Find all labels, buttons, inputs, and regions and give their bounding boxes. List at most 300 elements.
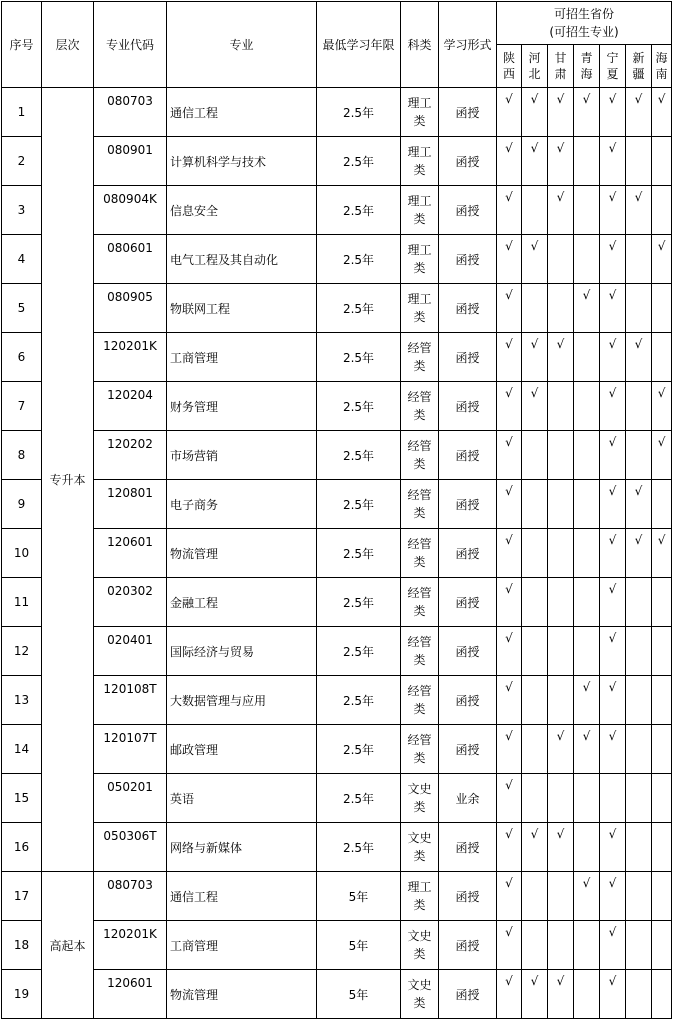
province-check-cell bbox=[522, 186, 548, 235]
category-line-2: 类 bbox=[413, 212, 426, 226]
province-check-cell bbox=[548, 382, 574, 431]
category-line-2: 类 bbox=[413, 653, 426, 667]
check-mark-icon: √ bbox=[505, 582, 513, 596]
province-check-cell bbox=[600, 431, 626, 480]
province-check-cell bbox=[626, 529, 652, 578]
major-cell: 通信工程 bbox=[167, 872, 317, 921]
header-major: 专业 bbox=[167, 2, 317, 88]
category-line-1: 理工 bbox=[407, 194, 432, 208]
province-check-cell bbox=[626, 676, 652, 725]
category-line-1: 文史 bbox=[407, 929, 432, 943]
seq-cell: 2 bbox=[2, 137, 42, 186]
major-cell: 物流管理 bbox=[167, 529, 317, 578]
province-check-cell bbox=[626, 823, 652, 872]
province-char-1: 陕 bbox=[502, 51, 515, 65]
check-mark-icon: √ bbox=[505, 288, 513, 302]
province-check-cell bbox=[548, 823, 574, 872]
category-line-2: 类 bbox=[413, 408, 426, 422]
province-check-cell bbox=[600, 480, 626, 529]
table-row bbox=[2, 823, 672, 872]
code-cell: 050306T bbox=[94, 823, 167, 872]
table-header bbox=[2, 2, 672, 88]
study-form-cell: 函授 bbox=[439, 725, 497, 774]
check-mark-icon: √ bbox=[505, 190, 513, 204]
years-cell: 5年 bbox=[317, 970, 401, 1019]
seq-cell: 19 bbox=[2, 970, 42, 1019]
years-cell: 2.5年 bbox=[317, 88, 401, 137]
major-cell: 工商管理 bbox=[167, 921, 317, 970]
province-check-cell bbox=[548, 774, 574, 823]
province-check-cell bbox=[626, 921, 652, 970]
province-check-cell bbox=[600, 774, 626, 823]
province-check-cell bbox=[522, 382, 548, 431]
code-cell: 120108T bbox=[94, 676, 167, 725]
province-header-6 bbox=[652, 45, 672, 88]
years-cell: 2.5年 bbox=[317, 284, 401, 333]
province-check-cell bbox=[548, 186, 574, 235]
province-check-cell bbox=[497, 333, 522, 382]
province-check-cell bbox=[522, 676, 548, 725]
province-char-1: 新 bbox=[632, 51, 645, 65]
study-form-cell: 函授 bbox=[439, 578, 497, 627]
province-check-cell bbox=[600, 872, 626, 921]
province-check-cell bbox=[652, 774, 672, 823]
seq-cell: 3 bbox=[2, 186, 42, 235]
table-row bbox=[2, 578, 672, 627]
province-check-cell bbox=[497, 725, 522, 774]
code-cell: 120601 bbox=[94, 970, 167, 1019]
province-check-cell bbox=[522, 627, 548, 676]
table-row bbox=[2, 186, 672, 235]
check-mark-icon: √ bbox=[608, 190, 617, 204]
code-cell: 080904K bbox=[94, 186, 167, 235]
check-mark-icon: √ bbox=[530, 827, 539, 841]
table-row bbox=[2, 382, 672, 431]
province-check-cell bbox=[497, 921, 522, 970]
code-cell: 120601 bbox=[94, 529, 167, 578]
check-mark-icon: √ bbox=[505, 729, 513, 743]
major-cell: 金融工程 bbox=[167, 578, 317, 627]
category-line-2: 类 bbox=[413, 947, 426, 961]
province-check-cell bbox=[574, 529, 600, 578]
province-check-cell bbox=[522, 823, 548, 872]
province-check-cell bbox=[548, 431, 574, 480]
province-check-cell bbox=[522, 872, 548, 921]
category-line-1: 理工 bbox=[407, 880, 432, 894]
category-line-2: 类 bbox=[413, 457, 426, 471]
province-check-cell bbox=[497, 774, 522, 823]
province-check-cell bbox=[652, 872, 672, 921]
province-check-cell bbox=[652, 88, 672, 137]
province-check-cell bbox=[497, 676, 522, 725]
province-check-cell bbox=[652, 823, 672, 872]
check-mark-icon: √ bbox=[556, 92, 565, 106]
seq-cell: 13 bbox=[2, 676, 42, 725]
category-cell bbox=[401, 872, 439, 921]
province-check-cell bbox=[548, 333, 574, 382]
table-row bbox=[2, 725, 672, 774]
seq-cell: 11 bbox=[2, 578, 42, 627]
check-mark-icon: √ bbox=[608, 582, 617, 596]
years-cell: 2.5年 bbox=[317, 382, 401, 431]
province-check-cell bbox=[497, 235, 522, 284]
category-line-2: 类 bbox=[413, 163, 426, 177]
check-mark-icon: √ bbox=[505, 239, 513, 253]
province-check-cell bbox=[548, 578, 574, 627]
check-mark-icon: √ bbox=[505, 386, 513, 400]
province-check-cell bbox=[600, 921, 626, 970]
code-cell: 020302 bbox=[94, 578, 167, 627]
major-cell: 计算机科学与技术 bbox=[167, 137, 317, 186]
check-mark-icon: √ bbox=[505, 141, 513, 155]
province-check-cell bbox=[600, 725, 626, 774]
category-cell bbox=[401, 284, 439, 333]
province-check-cell bbox=[600, 823, 626, 872]
category-cell bbox=[401, 480, 439, 529]
province-check-cell bbox=[548, 137, 574, 186]
province-check-cell bbox=[522, 235, 548, 284]
check-mark-icon: √ bbox=[530, 141, 539, 155]
seq-cell: 17 bbox=[2, 872, 42, 921]
province-check-cell bbox=[574, 774, 600, 823]
category-line-2: 类 bbox=[413, 751, 426, 765]
province-check-cell bbox=[600, 529, 626, 578]
check-mark-icon: √ bbox=[556, 337, 565, 351]
category-cell bbox=[401, 431, 439, 480]
major-cell: 信息安全 bbox=[167, 186, 317, 235]
check-mark-icon: √ bbox=[608, 337, 617, 351]
check-mark-icon: √ bbox=[505, 631, 513, 645]
province-check-cell bbox=[548, 480, 574, 529]
category-cell bbox=[401, 186, 439, 235]
check-mark-icon: √ bbox=[608, 729, 617, 743]
category-line-2: 类 bbox=[413, 310, 426, 324]
years-cell: 5年 bbox=[317, 872, 401, 921]
check-mark-icon: √ bbox=[556, 141, 565, 155]
province-check-cell bbox=[574, 382, 600, 431]
province-check-cell bbox=[497, 88, 522, 137]
province-char-2: 西 bbox=[502, 67, 515, 81]
province-check-cell bbox=[548, 235, 574, 284]
major-cell: 物流管理 bbox=[167, 970, 317, 1019]
province-check-cell bbox=[574, 823, 600, 872]
province-check-cell bbox=[548, 529, 574, 578]
category-line-2: 类 bbox=[413, 849, 426, 863]
category-line-1: 理工 bbox=[407, 96, 432, 110]
check-mark-icon: √ bbox=[582, 288, 591, 302]
province-check-cell bbox=[652, 627, 672, 676]
province-check-cell bbox=[652, 431, 672, 480]
province-check-cell bbox=[574, 431, 600, 480]
category-line-1: 经管 bbox=[407, 488, 432, 502]
check-mark-icon: √ bbox=[505, 925, 513, 939]
check-mark-icon: √ bbox=[530, 239, 539, 253]
province-check-cell bbox=[548, 725, 574, 774]
province-header-1 bbox=[522, 45, 548, 88]
province-check-cell bbox=[626, 774, 652, 823]
years-cell: 2.5年 bbox=[317, 774, 401, 823]
major-cell: 电子商务 bbox=[167, 480, 317, 529]
province-char-2: 北 bbox=[528, 67, 541, 81]
province-check-cell bbox=[600, 137, 626, 186]
province-check-cell bbox=[497, 872, 522, 921]
province-check-cell bbox=[574, 676, 600, 725]
province-char-1: 宁 bbox=[606, 51, 619, 65]
seq-cell: 4 bbox=[2, 235, 42, 284]
province-check-cell bbox=[600, 382, 626, 431]
category-cell bbox=[401, 88, 439, 137]
province-check-cell bbox=[600, 333, 626, 382]
check-mark-icon: √ bbox=[608, 631, 617, 645]
province-check-cell bbox=[574, 284, 600, 333]
province-check-cell bbox=[522, 921, 548, 970]
header-code: 专业代码 bbox=[94, 2, 167, 88]
province-check-cell bbox=[626, 578, 652, 627]
major-cell: 市场营销 bbox=[167, 431, 317, 480]
code-cell: 080601 bbox=[94, 235, 167, 284]
code-cell: 080703 bbox=[94, 88, 167, 137]
header-category: 科类 bbox=[401, 2, 439, 88]
category-cell bbox=[401, 725, 439, 774]
province-check-cell bbox=[574, 578, 600, 627]
table-row bbox=[2, 235, 672, 284]
province-check-cell bbox=[522, 578, 548, 627]
province-check-cell bbox=[600, 88, 626, 137]
code-cell: 080905 bbox=[94, 284, 167, 333]
category-cell bbox=[401, 529, 439, 578]
study-form-cell: 函授 bbox=[439, 529, 497, 578]
seq-cell: 1 bbox=[2, 88, 42, 137]
category-cell bbox=[401, 382, 439, 431]
category-cell bbox=[401, 137, 439, 186]
table-row bbox=[2, 774, 672, 823]
check-mark-icon: √ bbox=[608, 386, 617, 400]
study-form-cell: 函授 bbox=[439, 872, 497, 921]
check-mark-icon: √ bbox=[530, 974, 539, 988]
category-line-2: 类 bbox=[413, 800, 426, 814]
category-line-2: 类 bbox=[413, 604, 426, 618]
province-check-cell bbox=[548, 284, 574, 333]
table-row bbox=[2, 480, 672, 529]
years-cell: 2.5年 bbox=[317, 823, 401, 872]
province-char-2: 夏 bbox=[606, 67, 619, 81]
province-check-cell bbox=[626, 725, 652, 774]
study-form-cell: 函授 bbox=[439, 382, 497, 431]
category-line-2: 类 bbox=[413, 702, 426, 716]
category-line-1: 文史 bbox=[407, 978, 432, 992]
category-line-1: 理工 bbox=[407, 292, 432, 306]
check-mark-icon: √ bbox=[530, 386, 539, 400]
code-cell: 120202 bbox=[94, 431, 167, 480]
check-mark-icon: √ bbox=[505, 435, 513, 449]
check-mark-icon: √ bbox=[608, 974, 617, 988]
check-mark-icon: √ bbox=[608, 484, 617, 498]
province-check-cell bbox=[574, 725, 600, 774]
category-cell bbox=[401, 823, 439, 872]
province-check-cell bbox=[652, 333, 672, 382]
seq-cell: 8 bbox=[2, 431, 42, 480]
study-form-cell: 函授 bbox=[439, 88, 497, 137]
province-check-cell bbox=[626, 137, 652, 186]
study-form-cell: 函授 bbox=[439, 137, 497, 186]
province-check-cell bbox=[626, 480, 652, 529]
code-cell: 120204 bbox=[94, 382, 167, 431]
code-cell: 050201 bbox=[94, 774, 167, 823]
category-line-1: 经管 bbox=[407, 586, 432, 600]
check-mark-icon: √ bbox=[608, 92, 617, 106]
province-check-cell bbox=[497, 431, 522, 480]
major-cell: 大数据管理与应用 bbox=[167, 676, 317, 725]
table-row bbox=[2, 284, 672, 333]
check-mark-icon: √ bbox=[582, 92, 591, 106]
province-check-cell bbox=[652, 529, 672, 578]
check-mark-icon: √ bbox=[608, 435, 617, 449]
check-mark-icon: √ bbox=[556, 827, 565, 841]
province-check-cell bbox=[652, 970, 672, 1019]
province-header-2 bbox=[548, 45, 574, 88]
province-check-cell bbox=[522, 284, 548, 333]
province-char-1: 甘 bbox=[554, 51, 567, 65]
years-cell: 2.5年 bbox=[317, 676, 401, 725]
province-check-cell bbox=[497, 137, 522, 186]
province-char-1: 海 bbox=[655, 51, 668, 65]
province-check-cell bbox=[600, 186, 626, 235]
years-cell: 2.5年 bbox=[317, 333, 401, 382]
table-row bbox=[2, 872, 672, 921]
major-cell: 邮政管理 bbox=[167, 725, 317, 774]
province-char-1: 青 bbox=[580, 51, 593, 65]
category-line-2: 类 bbox=[413, 506, 426, 520]
province-check-cell bbox=[497, 529, 522, 578]
category-line-1: 经管 bbox=[407, 635, 432, 649]
province-check-cell bbox=[626, 186, 652, 235]
study-form-cell: 函授 bbox=[439, 333, 497, 382]
years-cell: 2.5年 bbox=[317, 480, 401, 529]
major-cell: 国际经济与贸易 bbox=[167, 627, 317, 676]
study-form-cell: 函授 bbox=[439, 970, 497, 1019]
check-mark-icon: √ bbox=[505, 680, 513, 694]
code-cell: 020401 bbox=[94, 627, 167, 676]
province-check-cell bbox=[497, 284, 522, 333]
province-check-cell bbox=[548, 872, 574, 921]
province-check-cell bbox=[497, 627, 522, 676]
province-header-0 bbox=[497, 45, 522, 88]
table-row bbox=[2, 137, 672, 186]
check-mark-icon: √ bbox=[582, 876, 591, 890]
province-check-cell bbox=[626, 284, 652, 333]
seq-cell: 14 bbox=[2, 725, 42, 774]
table-row bbox=[2, 627, 672, 676]
check-mark-icon: √ bbox=[556, 729, 565, 743]
province-check-cell bbox=[548, 676, 574, 725]
code-cell: 080901 bbox=[94, 137, 167, 186]
province-check-cell bbox=[548, 88, 574, 137]
province-header-3 bbox=[574, 45, 600, 88]
check-mark-icon: √ bbox=[657, 239, 666, 253]
check-mark-icon: √ bbox=[556, 974, 565, 988]
level-cell: 高起本 bbox=[42, 872, 94, 1019]
province-check-cell bbox=[652, 676, 672, 725]
study-form-cell: 函授 bbox=[439, 480, 497, 529]
code-cell: 080703 bbox=[94, 872, 167, 921]
province-check-cell bbox=[652, 382, 672, 431]
check-mark-icon: √ bbox=[634, 190, 643, 204]
years-cell: 5年 bbox=[317, 921, 401, 970]
header-provinces-title: 可招生省份 bbox=[554, 7, 615, 21]
table-body bbox=[2, 88, 672, 1019]
years-cell: 2.5年 bbox=[317, 725, 401, 774]
code-cell: 120201K bbox=[94, 333, 167, 382]
header-study-form: 学习形式 bbox=[439, 2, 497, 88]
table-row bbox=[2, 970, 672, 1019]
province-check-cell bbox=[652, 284, 672, 333]
table-row bbox=[2, 676, 672, 725]
category-cell bbox=[401, 774, 439, 823]
province-check-cell bbox=[522, 88, 548, 137]
level-cell: 专升本 bbox=[42, 88, 94, 872]
check-mark-icon: √ bbox=[505, 533, 513, 547]
seq-cell: 15 bbox=[2, 774, 42, 823]
study-form-cell: 业余 bbox=[439, 774, 497, 823]
header-min-years: 最低学习年限 bbox=[317, 2, 401, 88]
check-mark-icon: √ bbox=[505, 484, 513, 498]
check-mark-icon: √ bbox=[657, 533, 666, 547]
major-cell: 物联网工程 bbox=[167, 284, 317, 333]
category-cell bbox=[401, 921, 439, 970]
check-mark-icon: √ bbox=[634, 92, 643, 106]
header-level: 层次 bbox=[42, 2, 94, 88]
table-row bbox=[2, 921, 672, 970]
province-check-cell bbox=[497, 578, 522, 627]
table-row bbox=[2, 431, 672, 480]
check-mark-icon: √ bbox=[608, 533, 617, 547]
category-line-2: 类 bbox=[413, 555, 426, 569]
province-check-cell bbox=[574, 872, 600, 921]
code-cell: 120801 bbox=[94, 480, 167, 529]
province-check-cell bbox=[522, 431, 548, 480]
check-mark-icon: √ bbox=[608, 141, 617, 155]
study-form-cell: 函授 bbox=[439, 676, 497, 725]
major-cell: 英语 bbox=[167, 774, 317, 823]
check-mark-icon: √ bbox=[608, 288, 617, 302]
province-char-2: 南 bbox=[655, 67, 668, 81]
province-check-cell bbox=[522, 725, 548, 774]
check-mark-icon: √ bbox=[505, 974, 513, 988]
study-form-cell: 函授 bbox=[439, 235, 497, 284]
province-check-cell bbox=[600, 578, 626, 627]
category-line-1: 文史 bbox=[407, 831, 432, 845]
province-char-2: 疆 bbox=[632, 67, 645, 81]
check-mark-icon: √ bbox=[530, 337, 539, 351]
check-mark-icon: √ bbox=[608, 239, 617, 253]
province-check-cell bbox=[652, 921, 672, 970]
check-mark-icon: √ bbox=[505, 778, 513, 792]
province-header-5 bbox=[626, 45, 652, 88]
category-line-2: 类 bbox=[413, 261, 426, 275]
province-check-cell bbox=[574, 970, 600, 1019]
study-form-cell: 函授 bbox=[439, 921, 497, 970]
category-line-1: 理工 bbox=[407, 243, 432, 257]
province-check-cell bbox=[626, 333, 652, 382]
category-cell bbox=[401, 235, 439, 284]
category-line-1: 经管 bbox=[407, 390, 432, 404]
province-check-cell bbox=[522, 774, 548, 823]
province-check-cell bbox=[522, 137, 548, 186]
province-check-cell bbox=[497, 970, 522, 1019]
province-check-cell bbox=[652, 578, 672, 627]
province-char-1: 河 bbox=[528, 51, 541, 65]
province-check-cell bbox=[522, 529, 548, 578]
